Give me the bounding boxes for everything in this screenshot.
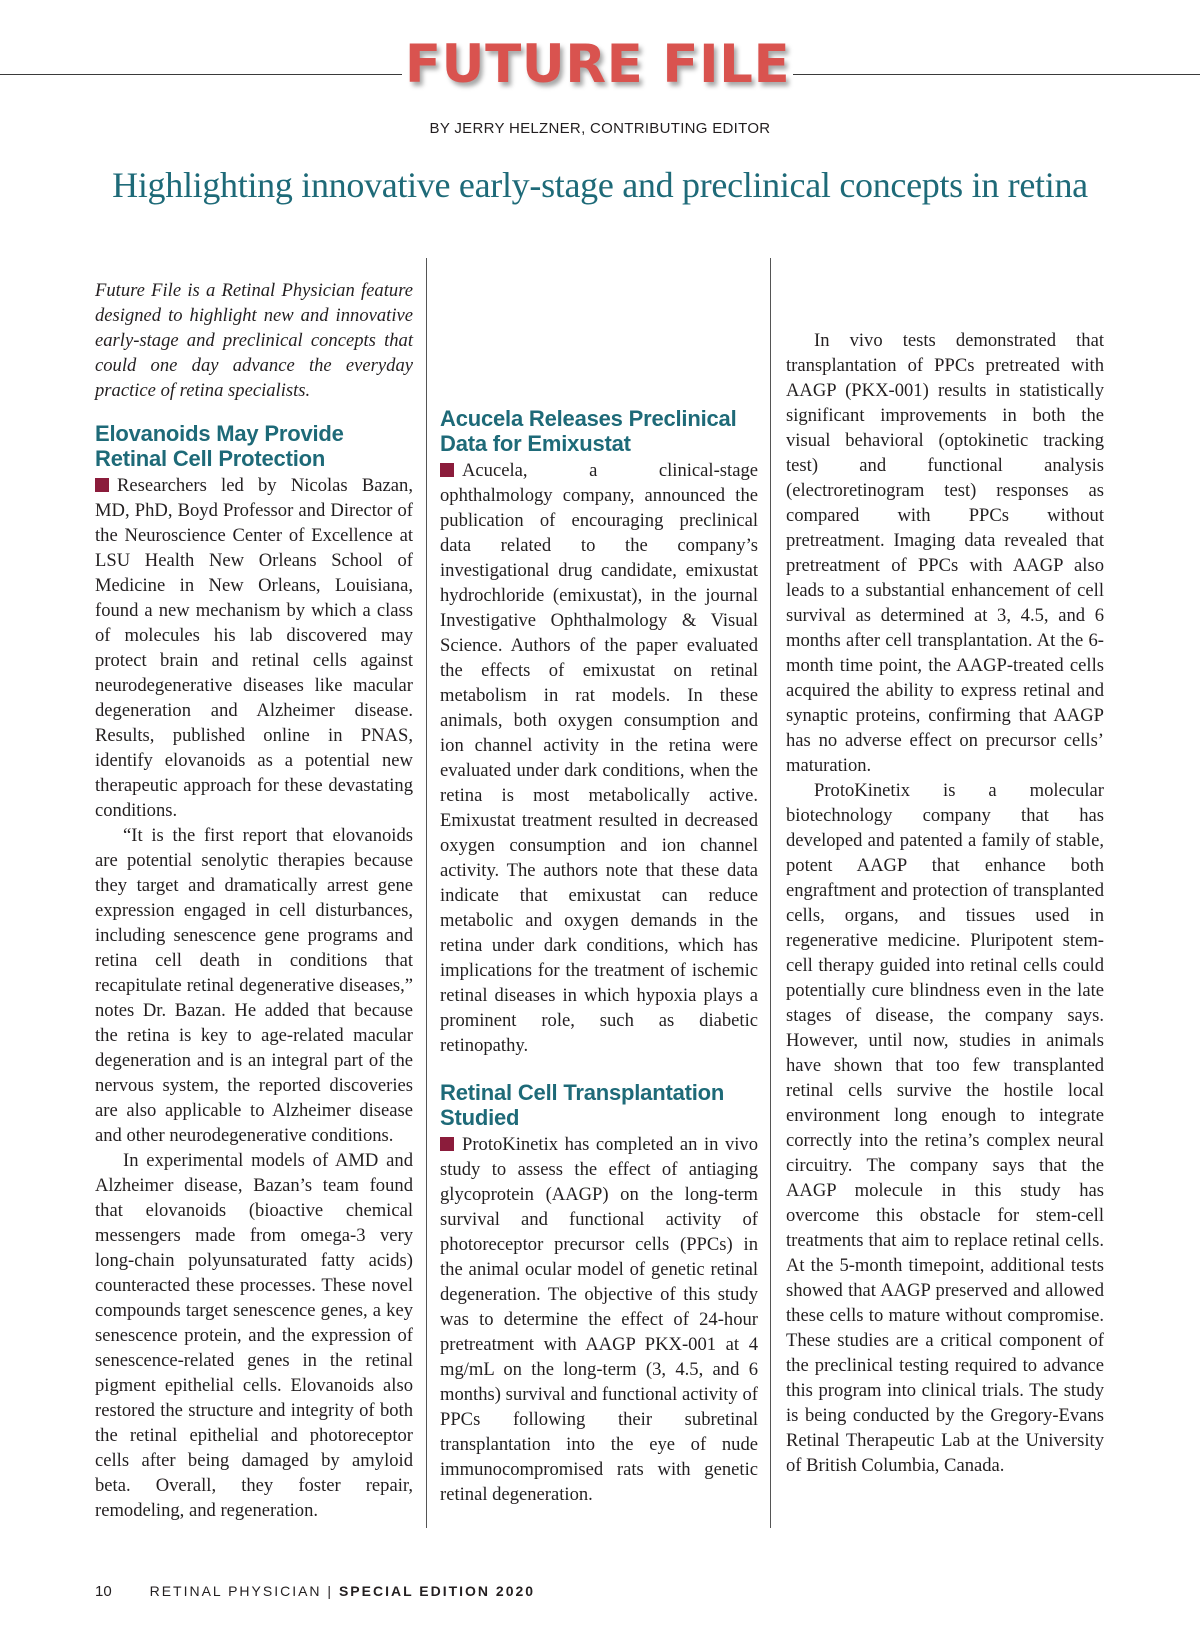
bullet-square-icon <box>440 1137 454 1151</box>
article-heading: Acucela Releases Preclinical Data for Emixustat <box>440 406 737 456</box>
article-paragraph <box>440 1132 758 1507</box>
publication-name: RETINAL PHYSICIAN | <box>149 1583 334 1599</box>
column-divider <box>770 258 771 1528</box>
column-3 <box>786 278 1104 1478</box>
article-paragraph: ProtoKinetix is a molecular biotechnology company that has developed and patented a family of stable, potent AAGP that enhance both engraftment and protection of transplanted cells, organs, and tissues used in regenerative medicine. Pluripotent stem-cell therapy guided into retinal cells could potentially cure blindness even in the late stages of disease, the company says. However, until now, studies in animals have shown that too few transplanted retinal cells survive the hostile local environment long enough to integrate correctly into the retina’s complex neural circuitry. The company says that the AAGP molecule in this study has overcome this obstacle for stem-cell treatments that aim to replace retinal cells. At the 5-month timepoint, additional tests showed that AAGP preserved and allowed these cells to mature without compromise. These studies are a critical component of the preclinical testing required to advance this program into clinical trials. The study is being conducted by the Gregory-Evans Retinal Therapeutic Lab at the University of British Columbia, Canada. <box>786 780 1104 1476</box>
article-paragraph <box>95 473 413 823</box>
column-2 <box>440 278 758 1507</box>
header-rule-right <box>793 74 1200 75</box>
edition-label: SPECIAL EDITION 2020 <box>338 1583 536 1599</box>
paragraph-text: ProtoKinetix has completed an in vivo study to assess the effect of antiaging glycoprotein (AAGP) on the long-term survival and functional activity of photoreceptor precursor cells (PPCs) in the animal ocular model of genetic retinal degeneration. The objective of this study was to determine the effect of 24-hour pretreatment with AAGP PKX-001 at 4 mg/mL on the long-term (3, 4.5, and 6 months) survival and functional activity of PPCs following their subretinal transplantation into the eye of nude immunocompromised rats with genetic retinal degeneration. <box>440 1134 758 1505</box>
article-heading: Elovanoids May Provide Retinal Cell Protection <box>95 421 344 471</box>
page-footer <box>95 1583 535 1600</box>
article-heading: Retinal Cell Transplantation Studied <box>440 1080 725 1130</box>
header-rule-left <box>0 74 402 75</box>
page-number: 10 <box>95 1583 112 1600</box>
article-paragraph: In experimental models of AMD and Alzheimer disease, Bazan’s team found that elovanoids (bioactive chemical messengers made from omega-3 very long-chain polyunsaturated fatty acids) counteracted these processes. These novel compounds target senescence genes, a key senescence protein, and the expression of senescence-related genes in the retinal pigment epithelial cells. Elovanoids also restored the structure and integrity of both the retinal epithelial and photoreceptor cells after being damaged by amyloid beta. Overall, they foster repair, remodeling, and regeneration. <box>95 1150 413 1521</box>
byline: BY JERRY HELZNER, CONTRIBUTING EDITOR <box>429 120 771 137</box>
article-paragraph: “It is the first report that elovanoids are potential senolytic therapies because they target and dramatically arrest gene expression engaged in cell disturbances, including senescence gene programs and retina cell death in conditions that recapitulate retinal degenerative diseases,” notes Dr. Bazan. He added that because the retina is key to age-related macular degeneration and is an integral part of the nervous system, the reported discoveries are also applicable to Alzheimer disease and other neurodegenerative conditions. <box>95 825 413 1146</box>
intro-text: Future File is a Retinal Physician feature designed to highlight new and innovative early-stage and preclinical concepts that could one day advance the everyday practice of retina specialists. <box>95 280 413 401</box>
article-paragraph: In vivo tests demonstrated that transplantation of PPCs pretreated with AAGP (PKX-001) results in statistically significant improvements in both the visual behavioral (optokinetic tracking test) and functional analysis (electroretinogram test) responses as compared with PPCs without pretreatment. Imaging data revealed that pretreatment of PPCs with AAGP also leads to a substantial enhancement of cell survival as determined at 3, 4.5, and 6 months after cell transplantation. At the 6-month time point, the AAGP-treated cells acquired the ability to express retinal and synaptic proteins, confirming that AAGP has no adverse effect on precursor cells’ maturation. <box>786 330 1104 776</box>
section-title: FUTURE FILE <box>404 34 791 95</box>
section-subtitle: Highlighting innovative early-stage and preclinical concepts in retina <box>112 165 1088 205</box>
column-divider <box>426 258 427 1528</box>
paragraph-text: Researchers led by Nicolas Bazan, MD, PhD, Boyd Professor and Director of the Neuroscience Center of Excellence at LSU Health New Orleans School of Medicine in New Orleans, Louisiana, found a new mechanism by which a class of molecules his lab discovered may protect brain and retinal cells against neurodegenerative diseases like macular degeneration and Alzheimer disease. Results, published online in PNAS, identify elovanoids as a potential new therapeutic approach for these devastating conditions. <box>95 475 413 821</box>
article-paragraph <box>440 458 758 1058</box>
bullet-square-icon <box>440 463 454 477</box>
paragraph-text: Acucela, a clinical-stage ophthalmology company, announced the publication of encouraging preclinical data related to the company’s investigational drug candidate, emixustat hydrochloride (emixustat), in the journal Investigative Ophthalmology & Visual Science. Authors of the paper evaluated the effects of emixustat on retinal metabolism in rat models. In these animals, both oxygen consumption and ion channel activity in the retina were evaluated under dark conditions, when the retina is most metabolically active. Emixustat treatment resulted in decreased oxygen consumption and ion channel activity. The authors note that these data indicate that emixustat can reduce metabolic and oxygen demands in the retina under dark conditions, which has implications for the treatment of ischemic retinal diseases in which hypoxia plays a prominent role, such as diabetic retinopathy. <box>440 460 758 1056</box>
column-1 <box>95 278 413 1523</box>
bullet-square-icon <box>95 478 109 492</box>
